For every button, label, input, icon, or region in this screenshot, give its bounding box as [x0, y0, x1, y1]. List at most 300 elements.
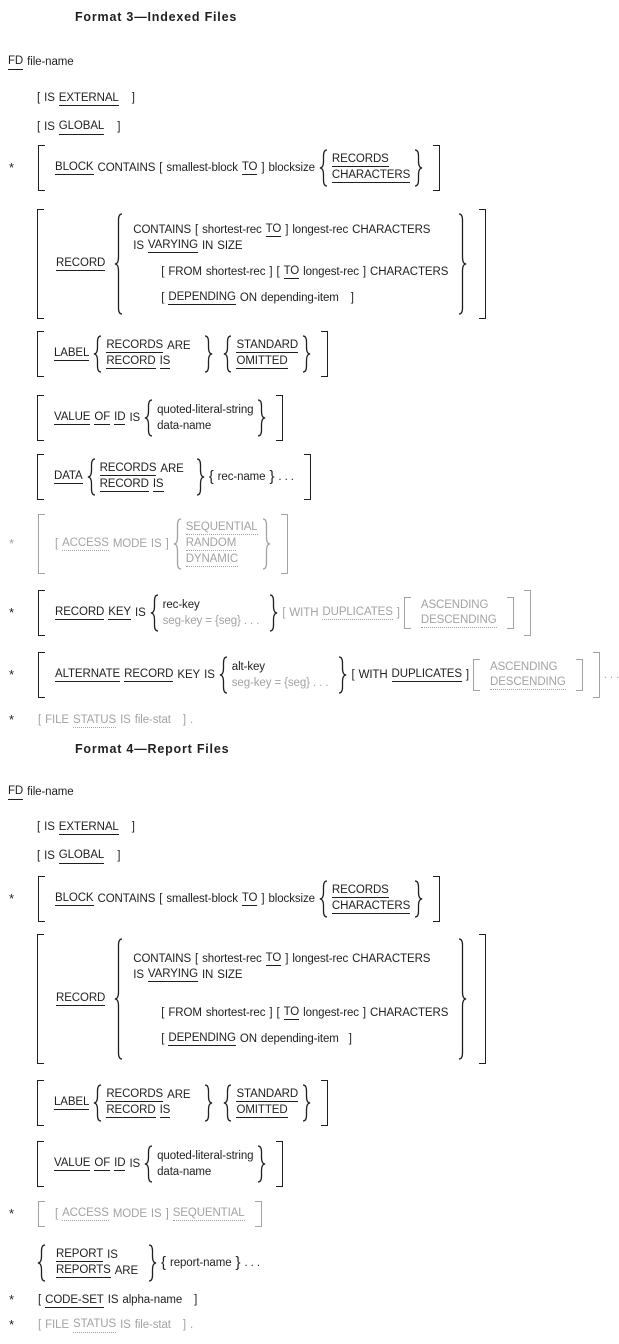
- syntax-token: file-stat: [134, 1318, 171, 1331]
- syntax-token: TO: [284, 264, 300, 280]
- syntax-token: longest-rec: [292, 952, 349, 965]
- clause-content: [37, 848, 120, 864]
- syntax-token: longest-rec: [303, 1006, 359, 1019]
- syntax-row: [163, 597, 260, 613]
- big-brace-close: [458, 938, 467, 1060]
- big-bracket-open: [37, 1141, 44, 1187]
- syntax-token: ACCESS: [62, 536, 109, 552]
- syntax-token: CHARACTERS: [370, 265, 449, 278]
- syntax-token: ]: [131, 92, 135, 105]
- clause-block-contains: [8, 145, 619, 191]
- syntax-token: file-name: [27, 55, 74, 68]
- big-brace-close: [262, 518, 271, 570]
- syntax-token: smallest-block: [166, 161, 238, 174]
- syntax-token: . . .: [603, 668, 619, 681]
- syntax-token: TO: [284, 1005, 300, 1021]
- syntax-token: IS: [107, 1248, 118, 1261]
- syntax-token: .: [190, 1318, 194, 1331]
- clause-content: [38, 713, 193, 729]
- syntax-token: [: [55, 1207, 59, 1220]
- syntax-token: IS: [160, 354, 171, 370]
- big-bracket-close: [276, 395, 283, 441]
- syntax-token: FROM: [168, 265, 202, 278]
- clause-content: [37, 1080, 328, 1126]
- syntax-row: [133, 967, 448, 983]
- syntax-token: [: [351, 668, 355, 681]
- syntax-row: [56, 1247, 138, 1263]
- syntax-token: STATUS: [73, 1317, 116, 1333]
- alternatives-stack: [332, 152, 410, 184]
- syntax-row: [186, 552, 258, 568]
- syntax-token: IS: [150, 1207, 162, 1220]
- syntax-row: [404, 597, 514, 629]
- big-brace-close: [414, 149, 423, 187]
- syntax-token: EXTERNAL: [59, 820, 119, 836]
- syntax-token: LABEL: [54, 346, 89, 362]
- syntax-token: EXTERNAL: [59, 91, 119, 107]
- syntax-row: [161, 290, 448, 306]
- syntax-row: [161, 264, 448, 280]
- f3-title: Format 3—Indexed Files: [75, 10, 238, 24]
- alternatives-stack: [133, 222, 448, 306]
- syntax-token: FROM: [168, 1006, 202, 1019]
- clause-access-mode: [8, 514, 619, 574]
- clause-content: [37, 395, 283, 441]
- syntax-token: VARYING: [148, 238, 198, 254]
- alternatives-stack: [157, 402, 253, 434]
- syntax-token: CHARACTERS: [332, 899, 410, 915]
- syntax-token: [: [55, 537, 59, 550]
- syntax-token: SEQUENTIAL: [173, 1206, 245, 1222]
- syntax-token: CONTAINS: [97, 161, 156, 174]
- big-brace-close: [196, 458, 205, 496]
- syntax-token: blocksize: [268, 161, 315, 174]
- footnote-asterisk: *: [9, 604, 15, 620]
- syntax-token: ]: [165, 1207, 169, 1220]
- big-bracket-close: [576, 659, 583, 691]
- clause-content: [37, 1240, 260, 1286]
- syntax-token: ID: [114, 1156, 125, 1172]
- syntax-token: CONTAINS: [133, 952, 192, 965]
- syntax-token: ]: [182, 714, 187, 727]
- syntax-token: CONTAINS: [97, 892, 156, 905]
- big-bracket-open: [473, 659, 480, 691]
- syntax-row: [236, 338, 298, 354]
- syntax-token: FD: [8, 784, 23, 800]
- syntax-token: VALUE: [54, 410, 90, 426]
- big-brace-open: [114, 213, 123, 315]
- syntax-row: [421, 613, 497, 629]
- syntax-token: smallest-block: [166, 892, 238, 905]
- syntax-token: ]: [165, 537, 169, 550]
- big-brace-close: [302, 335, 311, 373]
- syntax-document: [8, 10, 619, 1333]
- syntax-token: BLOCK: [55, 891, 94, 907]
- syntax-token: IS: [134, 606, 146, 619]
- alternatives-stack: [56, 1247, 138, 1279]
- syntax-token: ASCENDING: [490, 660, 558, 673]
- syntax-row: [100, 477, 184, 493]
- syntax-token: IS: [120, 1318, 131, 1331]
- syntax-token: CHARACTERS: [370, 1006, 449, 1019]
- syntax-row: [332, 152, 410, 168]
- syntax-row: [106, 354, 190, 370]
- syntax-token: .: [190, 714, 194, 727]
- syntax-token: [: [37, 821, 41, 834]
- syntax-row: [106, 1087, 190, 1103]
- syntax-token: IS: [153, 477, 164, 493]
- syntax-token: depending-item: [260, 1032, 339, 1045]
- big-bracket-open: [37, 209, 44, 319]
- big-brace-close: [257, 399, 266, 437]
- syntax-token: ARE: [167, 339, 191, 352]
- big-brace-open: [114, 938, 123, 1060]
- syntax-token: STANDARD: [236, 338, 298, 354]
- syntax-token: IS: [133, 968, 144, 981]
- syntax-token: rec-key: [162, 598, 200, 611]
- big-bracket-open: [37, 395, 44, 441]
- syntax-token: SIZE: [217, 239, 243, 252]
- syntax-token: ON: [239, 1032, 257, 1045]
- syntax-row: [332, 899, 410, 915]
- syntax-token: FILE: [45, 1318, 69, 1331]
- syntax-token: REPORT: [56, 1247, 103, 1263]
- clause-is-global: [8, 848, 619, 864]
- syntax-token: IS: [133, 239, 144, 252]
- syntax-token: blocksize: [268, 892, 315, 905]
- big-brace-open: [37, 1244, 46, 1282]
- alternatives-stack: [157, 1148, 253, 1180]
- big-brace-open: [93, 335, 102, 373]
- clause-is-external: [8, 820, 619, 836]
- clause-alternate-record-key: [8, 652, 619, 698]
- syntax-token: shortest-rec: [205, 1006, 266, 1019]
- syntax-token: CHARACTERS: [352, 952, 431, 965]
- alternatives-stack: [106, 1087, 190, 1119]
- syntax-token: GLOBAL: [59, 848, 104, 864]
- syntax-token: file-stat: [134, 714, 171, 727]
- syntax-row: [56, 1263, 138, 1279]
- syntax-token: IN: [201, 968, 214, 981]
- syntax-token: DUPLICATES: [322, 605, 392, 621]
- syntax-token: MODE: [112, 1207, 147, 1220]
- clause-record: [8, 209, 619, 319]
- syntax-token: FILE: [45, 714, 69, 727]
- syntax-token: depending-item: [260, 291, 339, 304]
- syntax-token: alpha-name: [122, 1294, 183, 1307]
- big-brace-close: [302, 1084, 311, 1122]
- syntax-row: [236, 354, 298, 370]
- syntax-token: . . .: [278, 470, 294, 483]
- syntax-token: OF: [94, 410, 110, 426]
- syntax-token: {: [161, 1254, 166, 1271]
- syntax-token: file-name: [27, 785, 74, 798]
- syntax-token: }: [269, 468, 275, 485]
- syntax-token: RECORDS: [106, 1087, 163, 1103]
- syntax-token: ARE: [167, 1088, 191, 1101]
- big-brace-open: [173, 518, 182, 570]
- big-bracket-close: [281, 514, 288, 574]
- big-bracket-open: [404, 597, 411, 629]
- alternatives-stack: [332, 883, 410, 915]
- syntax-token: . . .: [244, 1256, 260, 1269]
- syntax-token: GLOBAL: [59, 119, 104, 135]
- syntax-token: RECORD: [56, 256, 105, 272]
- clause-data-records: [8, 454, 619, 500]
- alternatives-stack: [100, 461, 184, 493]
- syntax-row: [157, 402, 253, 418]
- big-brace-close: [204, 335, 213, 373]
- syntax-token: report-name: [169, 1256, 232, 1269]
- big-bracket-close: [321, 1080, 328, 1126]
- syntax-token: [: [159, 892, 163, 905]
- big-bracket-open: [38, 514, 45, 574]
- syntax-token: [: [38, 1294, 42, 1307]
- f4-title: Format 4—Report Files: [75, 742, 230, 756]
- syntax-token: ID: [114, 410, 125, 426]
- syntax-token: RECORD: [55, 605, 104, 621]
- big-brace-close: [338, 656, 347, 694]
- syntax-token: DATA: [54, 469, 83, 485]
- syntax-token: quoted-literal-string: [157, 403, 254, 416]
- clause-content: [37, 1141, 283, 1187]
- syntax-row: [232, 675, 329, 691]
- footnote-asterisk: *: [9, 159, 15, 175]
- syntax-token: [: [159, 161, 163, 174]
- big-bracket-close: [304, 454, 311, 500]
- syntax-token: [: [38, 1318, 42, 1331]
- footnote-asterisk: *: [9, 666, 15, 682]
- syntax-token: longest-rec: [292, 223, 349, 236]
- syntax-token: CHARACTERS: [332, 168, 410, 184]
- syntax-token: KEY: [108, 605, 131, 621]
- clause-content: [38, 590, 531, 636]
- syntax-token: ASCENDING: [420, 598, 489, 611]
- syntax-token: seg-key = {seg} . . .: [231, 676, 329, 689]
- big-brace-close: [257, 1145, 266, 1183]
- syntax-token: IS: [129, 1157, 141, 1170]
- syntax-row: [157, 418, 253, 434]
- syntax-token: [: [195, 952, 199, 965]
- syntax-token: [: [161, 1006, 165, 1019]
- syntax-row: [332, 168, 410, 184]
- syntax-token: ACCESS: [62, 1206, 109, 1222]
- big-bracket-open: [38, 1201, 45, 1227]
- syntax-row: [106, 1103, 190, 1119]
- alternatives-stack: [163, 597, 260, 629]
- clause-content: [38, 652, 619, 698]
- syntax-token: ]: [131, 821, 135, 834]
- big-brace-open: [144, 399, 153, 437]
- syntax-token: DEPENDING: [168, 290, 235, 306]
- clause-content: [38, 1317, 193, 1333]
- syntax-token: data-name: [157, 419, 212, 432]
- clause-access-mode: [8, 1201, 619, 1227]
- big-brace-close: [204, 1084, 213, 1122]
- big-bracket-open: [37, 1080, 44, 1126]
- clause-content: [38, 1293, 197, 1309]
- syntax-token: ]: [285, 223, 289, 236]
- clause-fd: [8, 54, 619, 70]
- syntax-row: [490, 659, 566, 675]
- big-brace-close: [269, 594, 278, 632]
- syntax-token: {: [208, 468, 214, 485]
- syntax-token: IS: [129, 411, 141, 424]
- clause-value-of-id: [8, 1141, 619, 1187]
- big-brace-open: [87, 458, 96, 496]
- syntax-token: FD: [8, 54, 23, 70]
- syntax-row: [161, 1031, 448, 1047]
- syntax-row: [332, 883, 410, 899]
- syntax-token: SIZE: [217, 968, 243, 981]
- big-brace-open: [219, 656, 228, 694]
- big-brace-open: [319, 149, 328, 187]
- syntax-token: ]: [285, 952, 289, 965]
- alternatives-stack: [236, 1087, 298, 1119]
- big-bracket-close: [276, 1141, 283, 1187]
- syntax-token: IS: [150, 537, 162, 550]
- syntax-token: VARYING: [148, 967, 198, 983]
- syntax-token: RECORD: [124, 667, 173, 683]
- syntax-token: DUPLICATES: [392, 667, 462, 683]
- big-brace-open: [223, 1084, 232, 1122]
- big-bracket-open: [38, 876, 45, 922]
- footnote-asterisk: *: [9, 1292, 15, 1308]
- footnote-asterisk: *: [9, 1316, 15, 1332]
- clause-content: [37, 934, 486, 1064]
- syntax-token: ]: [117, 849, 121, 862]
- syntax-token: KEY: [177, 668, 201, 681]
- syntax-token: shortest-rec: [202, 223, 262, 236]
- syntax-token: BLOCK: [55, 160, 94, 176]
- big-bracket-close: [593, 652, 600, 698]
- clause-file-status: [8, 713, 619, 729]
- syntax-token: ]: [396, 606, 400, 619]
- big-brace-close: [414, 880, 423, 918]
- clause-record-key: [8, 590, 619, 636]
- syntax-token: ARE: [114, 1264, 139, 1277]
- syntax-token: ]: [362, 1006, 367, 1019]
- syntax-token: ON: [239, 291, 257, 304]
- syntax-row: [186, 536, 258, 552]
- syntax-token: alt-key: [231, 660, 265, 673]
- alternatives-stack: [232, 659, 329, 691]
- syntax-row: [236, 1087, 298, 1103]
- syntax-token: ]: [465, 668, 470, 681]
- syntax-token: ]: [362, 265, 367, 278]
- big-bracket-open: [37, 454, 44, 500]
- syntax-token: [: [282, 606, 286, 619]
- syntax-token: IS: [160, 1103, 171, 1119]
- clause-content: [37, 119, 120, 135]
- syntax-token: RECORDS: [100, 461, 157, 477]
- big-brace-open: [223, 335, 232, 373]
- syntax-token: ]: [348, 1032, 352, 1045]
- syntax-token: IS: [44, 821, 55, 834]
- syntax-row: [106, 338, 190, 354]
- syntax-token: ALTERNATE: [55, 667, 120, 683]
- syntax-token: MODE: [112, 537, 147, 550]
- syntax-token: IS: [204, 668, 215, 681]
- clause-is-external: [8, 91, 619, 107]
- syntax-token: DYNAMIC: [186, 552, 238, 568]
- big-bracket-close: [255, 1201, 262, 1227]
- syntax-token: ]: [194, 1294, 198, 1307]
- syntax-token: [: [161, 265, 165, 278]
- syntax-token: [: [38, 714, 42, 727]
- clause-content: [37, 820, 135, 836]
- syntax-token: ]: [269, 1006, 273, 1019]
- syntax-token: shortest-rec: [202, 952, 262, 965]
- syntax-token: ]: [261, 161, 265, 174]
- alternatives-stack: [490, 659, 566, 691]
- big-brace-open: [144, 1145, 153, 1183]
- syntax-token: [: [37, 849, 41, 862]
- big-bracket-close: [433, 145, 440, 191]
- syntax-token: TO: [266, 222, 282, 238]
- syntax-row: [100, 461, 184, 477]
- alternatives-stack: [133, 951, 448, 1047]
- syntax-token: IS: [44, 120, 55, 133]
- clause-content: [38, 876, 440, 922]
- clause-is-global: [8, 119, 619, 135]
- big-brace-open: [150, 594, 159, 632]
- syntax-token: IN: [201, 239, 214, 252]
- clause-content: [38, 1201, 262, 1227]
- syntax-token: ]: [350, 291, 354, 304]
- syntax-token: SEQUENTIAL: [186, 520, 258, 536]
- big-brace-close: [458, 213, 467, 315]
- syntax-token: RECORD: [56, 991, 105, 1007]
- syntax-token: RECORDS: [106, 338, 163, 354]
- syntax-row: [133, 222, 448, 238]
- syntax-token: RANDOM: [186, 536, 237, 552]
- syntax-token: IS: [107, 1294, 119, 1307]
- syntax-token: [: [276, 265, 280, 278]
- big-bracket-open: [38, 145, 45, 191]
- syntax-token: [: [37, 92, 41, 105]
- clause-value-of-id: [8, 395, 619, 441]
- syntax-token: shortest-rec: [205, 265, 266, 278]
- big-brace-open: [319, 880, 328, 918]
- big-bracket-close: [507, 597, 514, 629]
- syntax-token: OMITTED: [236, 354, 287, 370]
- syntax-row: [421, 597, 497, 613]
- syntax-token: DESCENDING: [490, 675, 566, 691]
- syntax-token: TO: [266, 951, 282, 967]
- syntax-token: OMITTED: [236, 1103, 287, 1119]
- big-bracket-open: [38, 652, 45, 698]
- clause-content: [38, 145, 440, 191]
- syntax-token: TO: [242, 160, 258, 176]
- syntax-token: ]: [117, 120, 121, 133]
- syntax-row: [163, 613, 260, 629]
- footnote-asterisk: *: [9, 712, 15, 728]
- syntax-row: [490, 675, 566, 691]
- syntax-token: LABEL: [54, 1095, 89, 1111]
- footnote-asterisk: *: [9, 890, 15, 906]
- clause-content: [37, 209, 486, 319]
- syntax-token: [: [161, 1032, 165, 1045]
- footnote-asterisk: *: [9, 535, 15, 551]
- syntax-token: ]: [261, 892, 265, 905]
- syntax-token: IS: [120, 714, 131, 727]
- big-brace-close: [148, 1244, 157, 1282]
- syntax-row: [186, 520, 258, 536]
- syntax-token: }: [235, 1254, 241, 1271]
- clause-fd: [8, 784, 619, 800]
- big-bracket-close: [524, 590, 531, 636]
